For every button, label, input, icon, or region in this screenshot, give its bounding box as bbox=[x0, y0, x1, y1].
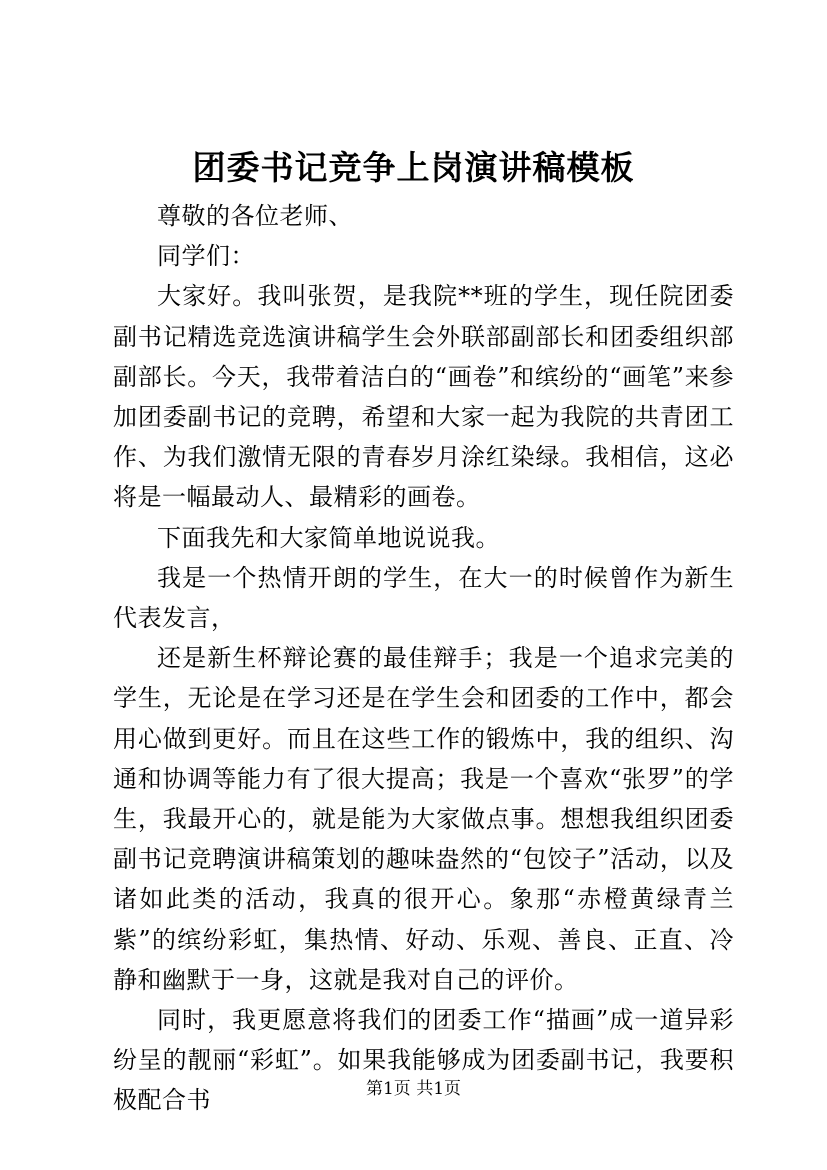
salutation-line-2: 同学们： bbox=[157, 242, 255, 271]
document-body bbox=[113, 196, 734, 1121]
paragraph-qualities: 还是新生杯辩论赛的最佳辩手；我是一个追求完美的学生，无论是在学习还是在学生会和团委的工作中，都会用心做到更好。而且在这些工作的锻炼中，我的组织、沟通和协调等能力有了很大提高；我是一个喜欢“张罗”的学生，我最开心的，就是能为大家做点事。想想我组织团委副书记竞聘演讲稿策划的趣味盎然的“包饺子”活动，以及诸如此类的活动，我真的很开心。象那“赤橙黄绿青兰紫”的缤纷彩虹，集热情、好动、乐观、善良、正直、冷静和幽默于一身，这就是我对自己的评价。 bbox=[113, 644, 734, 994]
salutation-line-1: 尊敬的各位老师、 bbox=[157, 202, 353, 230]
paragraph-goals: 同时，我更愿意将我们的团委工作“描画”成一道异彩纷呈的靓丽“彩虹”。如果我能够成为团委副书记，我要积极配合书 bbox=[113, 1006, 734, 1115]
document-title: 团委书记竞争上岗演讲稿模板 bbox=[192, 148, 635, 187]
paragraph-introduction: 大家好。我叫张贺，是我院**班的学生，现任院团委副书记精选竞选演讲稿学生会外联部副部长和团委组织部副部长。今天，我带着洁白的“画卷”和缤纷的“画笔”来参加团委副书记的竞聘，希望和大家一起为我院的共青团工作、为我们激情无限的青春岁月涂红染绿。我相信，这必将是一幅最动人、最精彩的画卷。 bbox=[113, 282, 734, 512]
page-number-footer: 第1页 共1页 bbox=[365, 1079, 462, 1099]
paragraph-self-description: 我是一个热情开朗的学生，在大一的时候曾作为新生代表发言， bbox=[113, 563, 734, 633]
paragraph-transition: 下面我先和大家简单地说说我。 bbox=[157, 523, 500, 552]
